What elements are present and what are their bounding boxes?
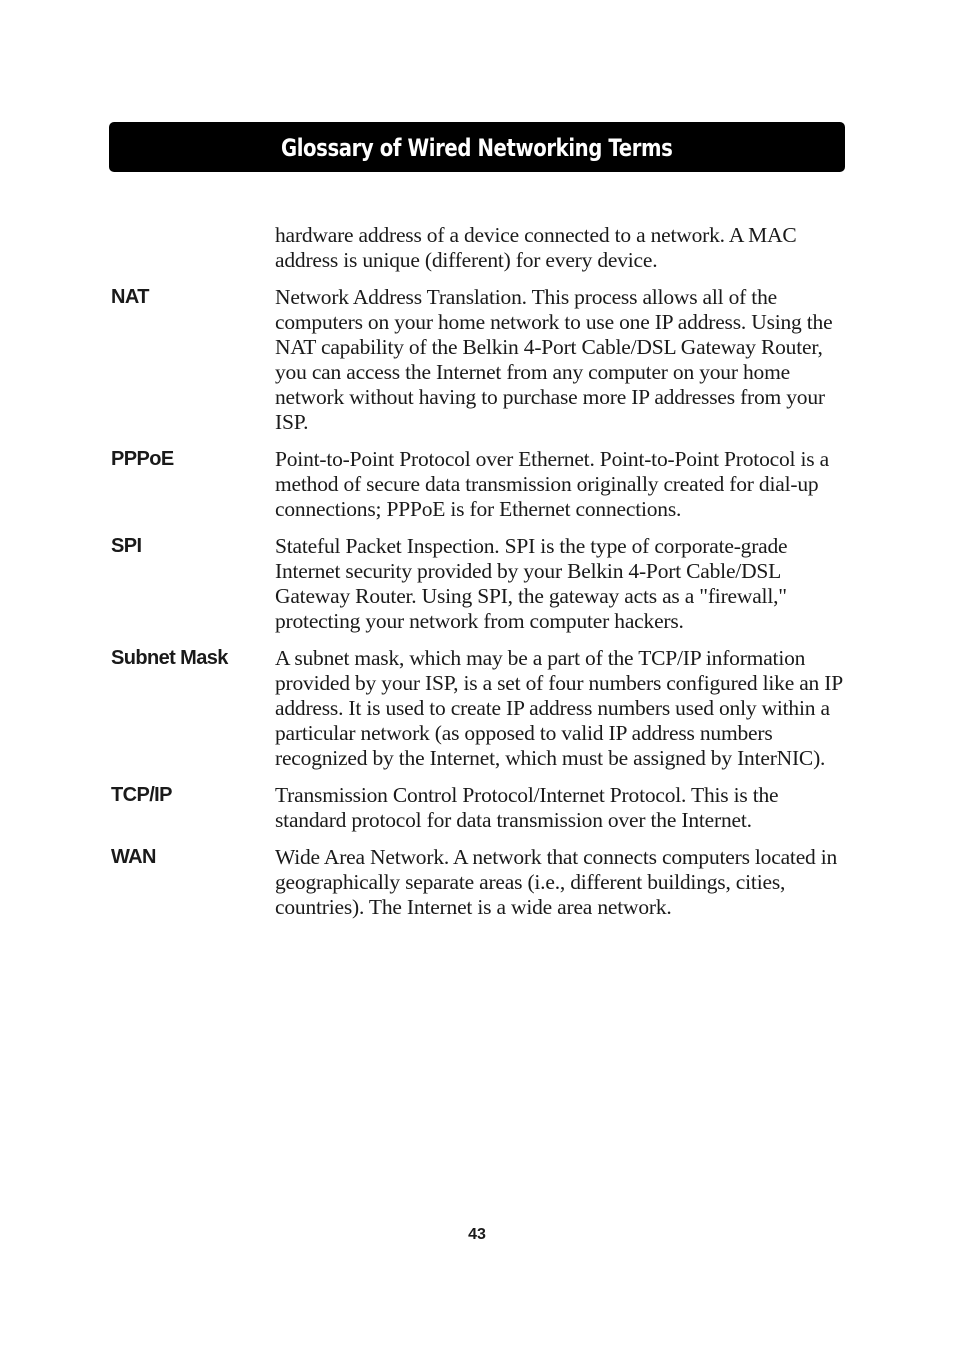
page-title: Glossary of Wired Networking Terms: [281, 134, 673, 162]
glossary-term: [111, 223, 275, 273]
glossary-term: PPPoE: [111, 448, 174, 470]
glossary-entry-subnet-mask: [111, 646, 846, 771]
glossary-definition: Point-to-Point Protocol over Ethernet. Point-to-Point Protocol is a method of secure data transmission originally created for dial-up connections; PPPoE is for Ethernet connections.: [275, 447, 829, 521]
glossary-term: Subnet Mask: [111, 647, 228, 669]
glossary-term: SPI: [111, 535, 142, 557]
glossary-entry-wan: [111, 845, 846, 920]
header-bar: [109, 122, 845, 172]
glossary-term: NAT: [111, 286, 149, 308]
glossary-entry-spi: [111, 534, 846, 634]
glossary-term: TCP/IP: [111, 784, 172, 806]
glossary-definition: Transmission Control Protocol/Internet Protocol. This is the standard protocol for data transmission over the Internet.: [275, 783, 779, 832]
glossary-definition: hardware address of a device connected to a network. A MAC address is unique (different) for every device.: [275, 223, 797, 272]
glossary-definition: Wide Area Network. A network that connects computers located in geographically separate areas (i.e., different buildings, cities, countries). The Internet is a wide area network.: [275, 845, 838, 919]
glossary-term: WAN: [111, 846, 156, 868]
glossary-entry-pppoe: [111, 447, 846, 522]
glossary-entry-mac-continued: [111, 223, 846, 273]
glossary-definition: Stateful Packet Inspection. SPI is the type of corporate-grade Internet security provided by your Belkin 4-Port Cable/DSL Gateway Router. Using SPI, the gateway acts as a "firewall," protecting your network from computer hackers.: [275, 534, 788, 633]
glossary-definition: Network Address Translation. This process allows all of the computers on your home network to use one IP address. Using the NAT capability of the Belkin 4-Port Cable/DSL Gateway Router, you can access the Internet from any computer on your home network without having to purchase more IP addresses from your ISP.: [275, 285, 833, 434]
glossary-entry-nat: [111, 285, 846, 435]
page-number: 43: [468, 1226, 486, 1243]
glossary-definition: A subnet mask, which may be a part of the TCP/IP information provided by your ISP, is a set of four numbers configured like an IP address. It is used to create IP address numbers used only within a particular network (as opposed to valid IP address numbers recognized by the Internet, which must be assigned by InterNIC).: [275, 646, 843, 770]
glossary-entry-tcp-ip: [111, 783, 846, 833]
glossary-list: [111, 223, 846, 932]
